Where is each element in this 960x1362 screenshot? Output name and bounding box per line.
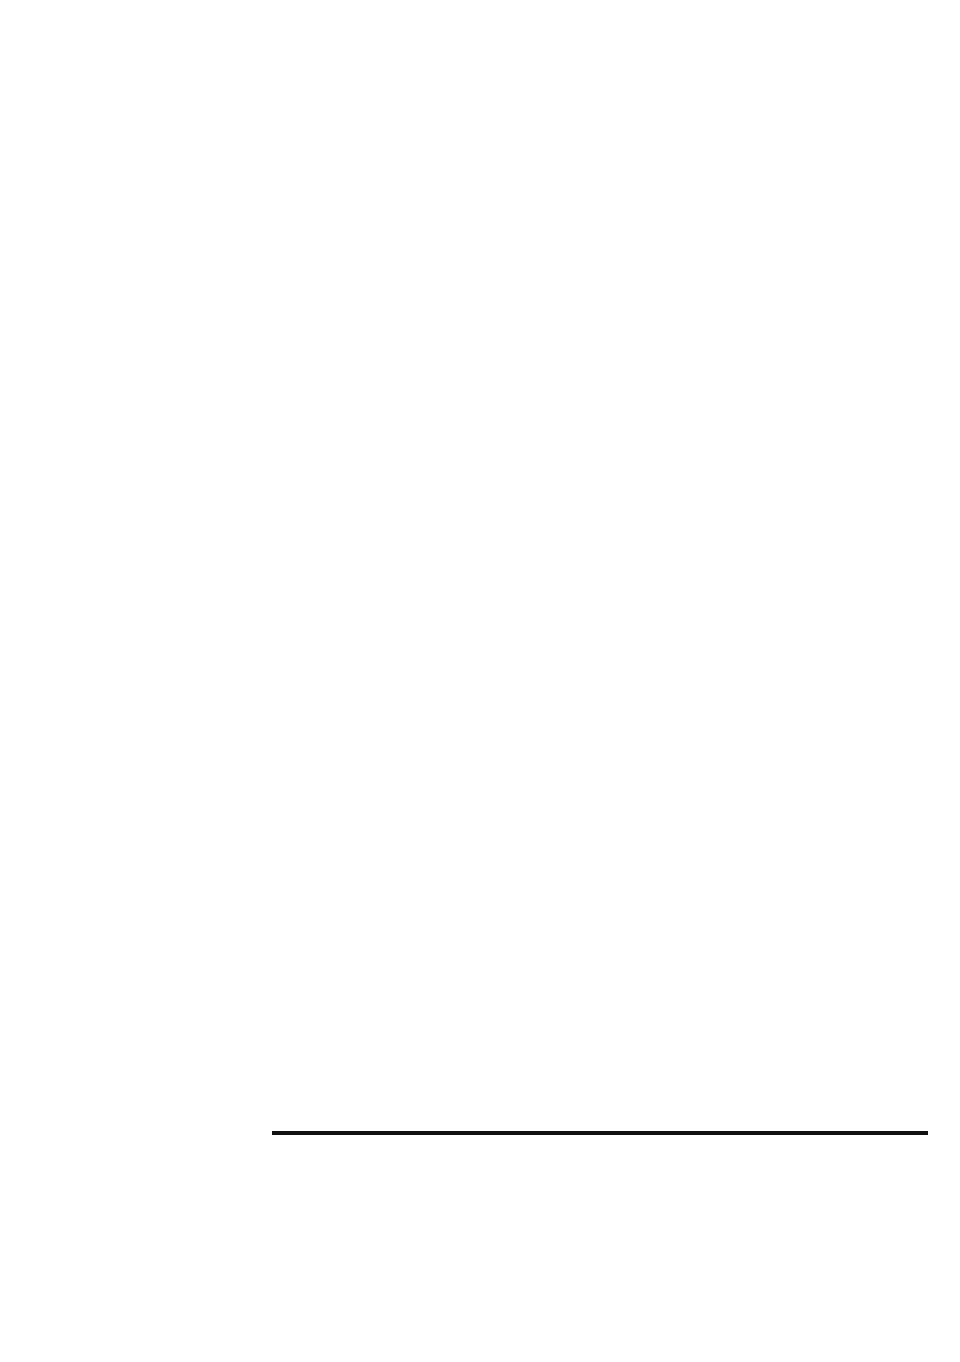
footer-rule [272, 1131, 928, 1135]
